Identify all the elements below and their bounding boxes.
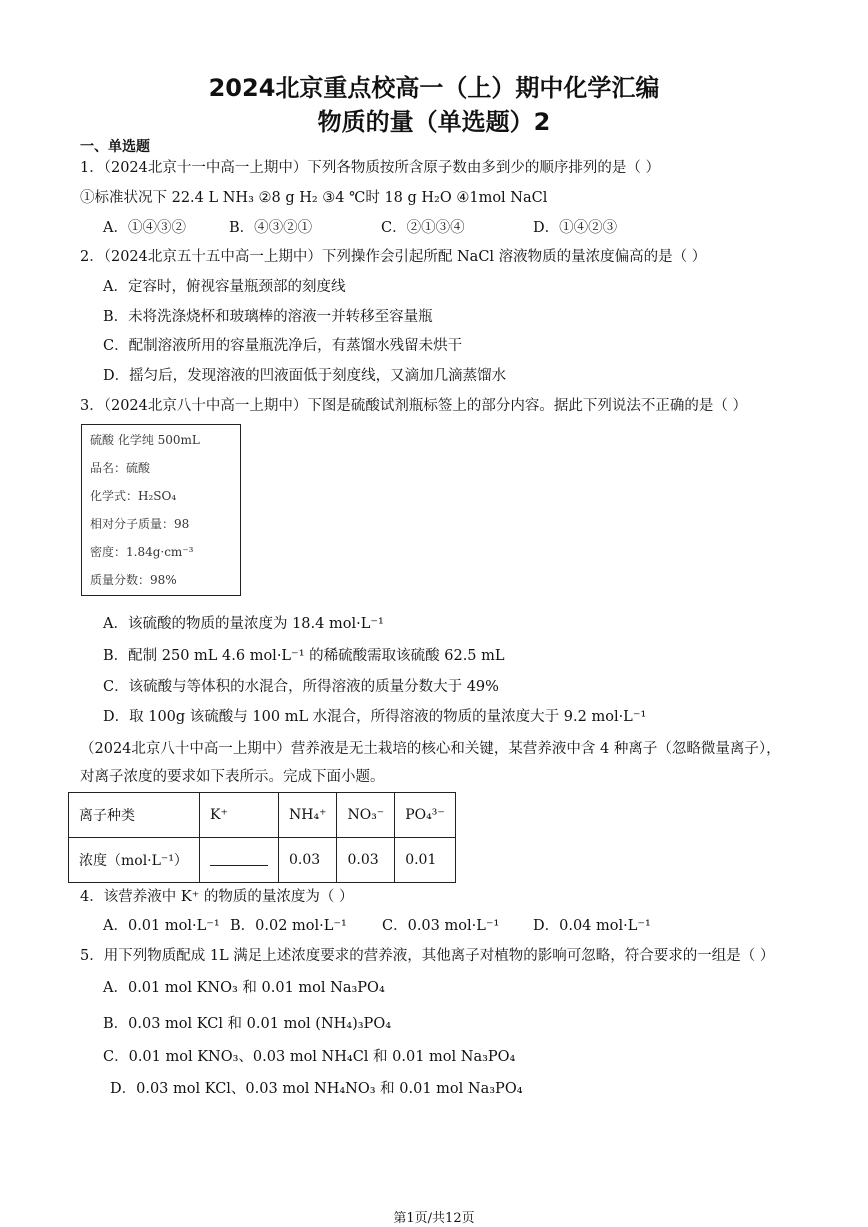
section-heading: 一、单选题 <box>80 139 150 155</box>
label-line-5: 密度：1.84g·cm⁻³ <box>90 545 194 559</box>
question-4-stem: 4．该营养液中 K⁺ 的物质的量浓度为（ ） <box>80 889 354 905</box>
ion-concentration-table <box>68 792 456 883</box>
label-line-6: 质量分数：98% <box>90 573 177 587</box>
ion-no3: NO₃⁻ <box>337 793 395 838</box>
label-line-4: 相对分子质量：98 <box>90 517 190 531</box>
question-5-option-c[interactable]: C．0.01 mol KNO₃、0.03 mol NH₄Cl 和 0.01 mol Na₃PO₄ <box>103 1049 516 1065</box>
question-3-option-d[interactable]: D．取 100g 该硫酸与 100 mL 水混合，所得溶液的物质的量浓度大于 9.2 mol·L⁻¹ <box>103 709 647 725</box>
nh4-concentration: 0.03 <box>279 838 337 883</box>
page-subtitle: 物质的量（单选题）2 <box>317 108 551 136</box>
question-3-option-c[interactable]: C．该硫酸与等体积的水混合，所得溶液的质量分数大于 49% <box>103 679 499 695</box>
label-line-1: 硫酸 化学纯 500mL <box>90 433 200 447</box>
question-4-option-a[interactable]: A．0.01 mol·L⁻¹ <box>103 918 220 934</box>
question-1-items: ①标准状况下 22.4 L NH₃ ②8 g H₂ ③4 ℃时 18 g H₂O ④1mol NaCl <box>80 190 548 206</box>
question-1-stem: 1．（2024北京十一中高一上期中）下列各物质按所含原子数由多到少的顺序排列的是（ ） <box>80 160 660 176</box>
question-1-option-a[interactable]: A．①④③② <box>103 220 186 236</box>
question-2-option-c[interactable]: C．配制溶液所用的容量瓶洗净后，有蒸馏水残留未烘干 <box>103 338 463 354</box>
ion-po4: PO₄³⁻ <box>395 793 456 838</box>
table-header-cell: 离子种类 <box>69 793 200 838</box>
page-title: 2024北京重点校高一（上）期中化学汇编 <box>208 74 660 102</box>
k-concentration-blank[interactable] <box>200 838 279 883</box>
ion-nh4: NH₄⁺ <box>279 793 337 838</box>
question-1-option-d[interactable]: D．①④②③ <box>533 220 618 236</box>
po4-concentration: 0.01 <box>395 838 456 883</box>
question-4-option-c[interactable]: C．0.03 mol·L⁻¹ <box>382 918 500 934</box>
question-3-stem: 3．（2024北京八十中高一上期中）下图是硫酸试剂瓶标签上的部分内容。据此下列说法不正确的是（ ） <box>80 398 747 414</box>
context-paragraph-line-1: （2024北京八十中高一上期中）营养液是无土栽培的核心和关键，某营养液中含 4 种离子（忽略微量离子）， <box>80 741 781 757</box>
question-1-option-c[interactable]: C．②①③④ <box>381 220 465 236</box>
page-footer: 第1页/共12页 <box>393 1211 475 1226</box>
question-3-option-b[interactable]: B．配制 250 mL 4.6 mol·L⁻¹ 的稀硫酸需取该硫酸 62.5 mL <box>103 648 505 664</box>
label-line-3: 化学式：H₂SO₄ <box>90 489 177 503</box>
question-2-option-a[interactable]: A．定容时，俯视容量瓶颈部的刻度线 <box>103 279 346 295</box>
question-5-option-a[interactable]: A．0.01 mol KNO₃ 和 0.01 mol Na₃PO₄ <box>103 980 385 996</box>
question-5-stem: 5．用下列物质配成 1L 满足上述浓度要求的营养液，其他离子对植物的影响可忽略，符合要求的一组是（ ） <box>80 948 775 964</box>
question-2-stem: 2．（2024北京五十五中高一上期中）下列操作会引起所配 NaCl 溶液物质的量浓度偏高的是（ ） <box>80 249 707 265</box>
context-paragraph-line-2: 对离子浓度的要求如下表所示。完成下面小题。 <box>80 769 385 785</box>
question-3-option-a[interactable]: A．该硫酸的物质的量浓度为 18.4 mol·L⁻¹ <box>103 616 384 632</box>
table-row <box>69 793 456 838</box>
question-2-option-d[interactable]: D．摇匀后，发现溶液的凹液面低于刻度线，又滴加几滴蒸馏水 <box>103 368 507 384</box>
reagent-label-image <box>81 424 241 596</box>
question-4-option-b[interactable]: B．0.02 mol·L⁻¹ <box>230 918 347 934</box>
label-line-2: 品名：硫酸 <box>90 461 151 475</box>
question-5-option-d[interactable]: D．0.03 mol KCl、0.03 mol NH₄NO₃ 和 0.01 mol Na₃PO₄ <box>110 1081 523 1097</box>
table-header-cell: 浓度（mol·L⁻¹） <box>69 838 200 883</box>
question-5-option-b[interactable]: B．0.03 mol KCl 和 0.01 mol (NH₄)₃PO₄ <box>103 1016 392 1032</box>
no3-concentration: 0.03 <box>337 838 395 883</box>
ion-k: K⁺ <box>200 793 279 838</box>
question-4-option-d[interactable]: D．0.04 mol·L⁻¹ <box>533 918 651 934</box>
table-row <box>69 838 456 883</box>
question-2-option-b[interactable]: B．未将洗涤烧杯和玻璃棒的溶液一并转移至容量瓶 <box>103 309 433 325</box>
question-1-option-b[interactable]: B．④③②① <box>229 220 313 236</box>
